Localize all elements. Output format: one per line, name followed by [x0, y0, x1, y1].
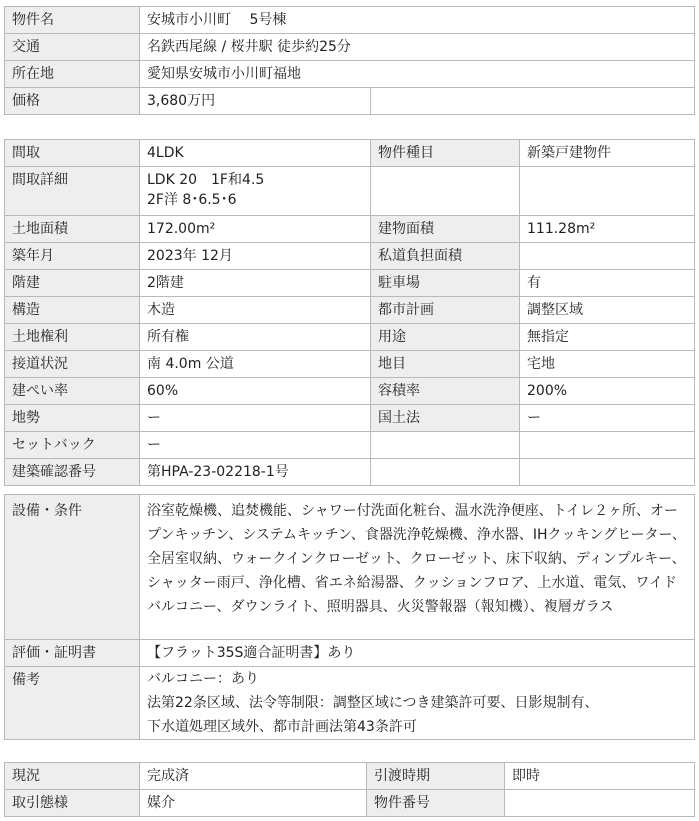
notes-line-3: 下水道処理区域外、都市計画法第43条許可 [147, 719, 417, 735]
empty-cell [520, 167, 695, 216]
structure-label: 構造 [5, 297, 140, 324]
land-area-value: 172.00m² [140, 216, 371, 243]
property-number-label: 物件番号 [367, 790, 505, 817]
floor-area-ratio-label: 容積率 [371, 378, 520, 405]
certificate-value: 【フラット35S適合証明書】あり [140, 640, 695, 667]
land-category-label: 地目 [371, 351, 520, 378]
address-value: 愛知県安城市小川町福地 [140, 61, 695, 88]
address-label: 所在地 [5, 61, 140, 88]
land-category-value: 宅地 [520, 351, 695, 378]
access-value: 名鉄西尾線 / 桜井駅 徒歩約25分 [140, 34, 695, 61]
building-area-label: 建物面積 [371, 216, 520, 243]
property-type-value: 新築戸建物件 [520, 140, 695, 167]
use-value: 無指定 [520, 324, 695, 351]
floors-label: 階建 [5, 270, 140, 297]
certificate-label: 評価・証明書 [5, 640, 140, 667]
transaction-type-value: 媒介 [140, 790, 367, 817]
empty-cell [371, 459, 520, 486]
notes-value [140, 667, 695, 740]
layout-detail-label: 間取詳細 [5, 167, 140, 216]
city-plan-value: 調整区域 [520, 297, 695, 324]
city-plan-label: 都市計画 [371, 297, 520, 324]
parking-value: 有 [520, 270, 695, 297]
empty-cell [520, 432, 695, 459]
equipment-value: 浴室乾燥機、追焚機能、シャワー付洗面化粧台、温水洗浄便座、トイレ２ヶ所、オープンキッチン、システムキッチン、食器洗浄乾燥機、浄水器、IHクッキングヒーター、全居室収納、ウォークインクローゼット、クローゼット、床下収納、ディンプルキー、シャッター雨戸、浄化槽、省エネ給湯器、クッションフロア、上水道、電気、ワイドバルコニー、ダウンライト、照明器具、火災警報器（報知機）、複層ガラス [140, 495, 695, 640]
building-area-value: 111.28m² [520, 216, 695, 243]
empty-cell [371, 432, 520, 459]
notes-line-2: 法第22条区域、法令等制限：調整区域につき建築許可要、日影規制有、 [147, 695, 599, 711]
setback-label: セットバック [5, 432, 140, 459]
layout-label: 間取 [5, 140, 140, 167]
road-access-label: 接道状況 [5, 351, 140, 378]
empty-cell [520, 459, 695, 486]
floor-area-ratio-value: 200% [520, 378, 695, 405]
parking-label: 駐車場 [371, 270, 520, 297]
coverage-ratio-value: 60% [140, 378, 371, 405]
building-permit-value: 第HPA-23-02218-1号 [140, 459, 371, 486]
private-road-label: 私道負担面積 [371, 243, 520, 270]
land-right-label: 土地権利 [5, 324, 140, 351]
terrain-label: 地勢 [5, 405, 140, 432]
structure-value: 木造 [140, 297, 371, 324]
handover-label: 引渡時期 [367, 763, 505, 790]
transaction-table [4, 762, 695, 817]
property-type-label: 物件種目 [371, 140, 520, 167]
road-access-value: 南 4.0m 公道 [140, 351, 371, 378]
building-permit-label: 建築確認番号 [5, 459, 140, 486]
land-area-label: 土地面積 [5, 216, 140, 243]
status-value: 完成済 [140, 763, 367, 790]
use-label: 用途 [371, 324, 520, 351]
equipment-label: 設備・条件 [5, 495, 140, 640]
setback-value: ー [140, 432, 371, 459]
property-name-label: 物件名 [5, 7, 140, 34]
access-label: 交通 [5, 34, 140, 61]
empty-cell [371, 88, 695, 115]
notes-line-1: バルコニー：あり [147, 671, 259, 687]
property-name-value: 安城市小川町 5号棟 [140, 7, 695, 34]
price-label: 価格 [5, 88, 140, 115]
layout-detail-line-2: 2F洋 8･6.5･6 [147, 192, 237, 208]
terrain-value: ー [140, 405, 371, 432]
equipment-table [4, 494, 695, 740]
spec-table [4, 139, 695, 486]
built-date-label: 築年月 [5, 243, 140, 270]
empty-cell [371, 167, 520, 216]
notes-label: 備考 [5, 667, 140, 740]
layout-value: 4LDK [140, 140, 371, 167]
basic-info-table [4, 6, 695, 115]
layout-detail-line-1: LDK 20 1F和4.5 [147, 172, 265, 188]
private-road-value [520, 243, 695, 270]
status-label: 現況 [5, 763, 140, 790]
land-right-value: 所有権 [140, 324, 371, 351]
transaction-type-label: 取引態様 [5, 790, 140, 817]
property-number-value [505, 790, 695, 817]
national-land-law-label: 国土法 [371, 405, 520, 432]
built-date-value: 2023年 12月 [140, 243, 371, 270]
national-land-law-value: ー [520, 405, 695, 432]
coverage-ratio-label: 建ぺい率 [5, 378, 140, 405]
price-value: 3,680万円 [140, 88, 371, 115]
handover-value: 即時 [505, 763, 695, 790]
layout-detail-value [140, 167, 371, 216]
floors-value: 2階建 [140, 270, 371, 297]
